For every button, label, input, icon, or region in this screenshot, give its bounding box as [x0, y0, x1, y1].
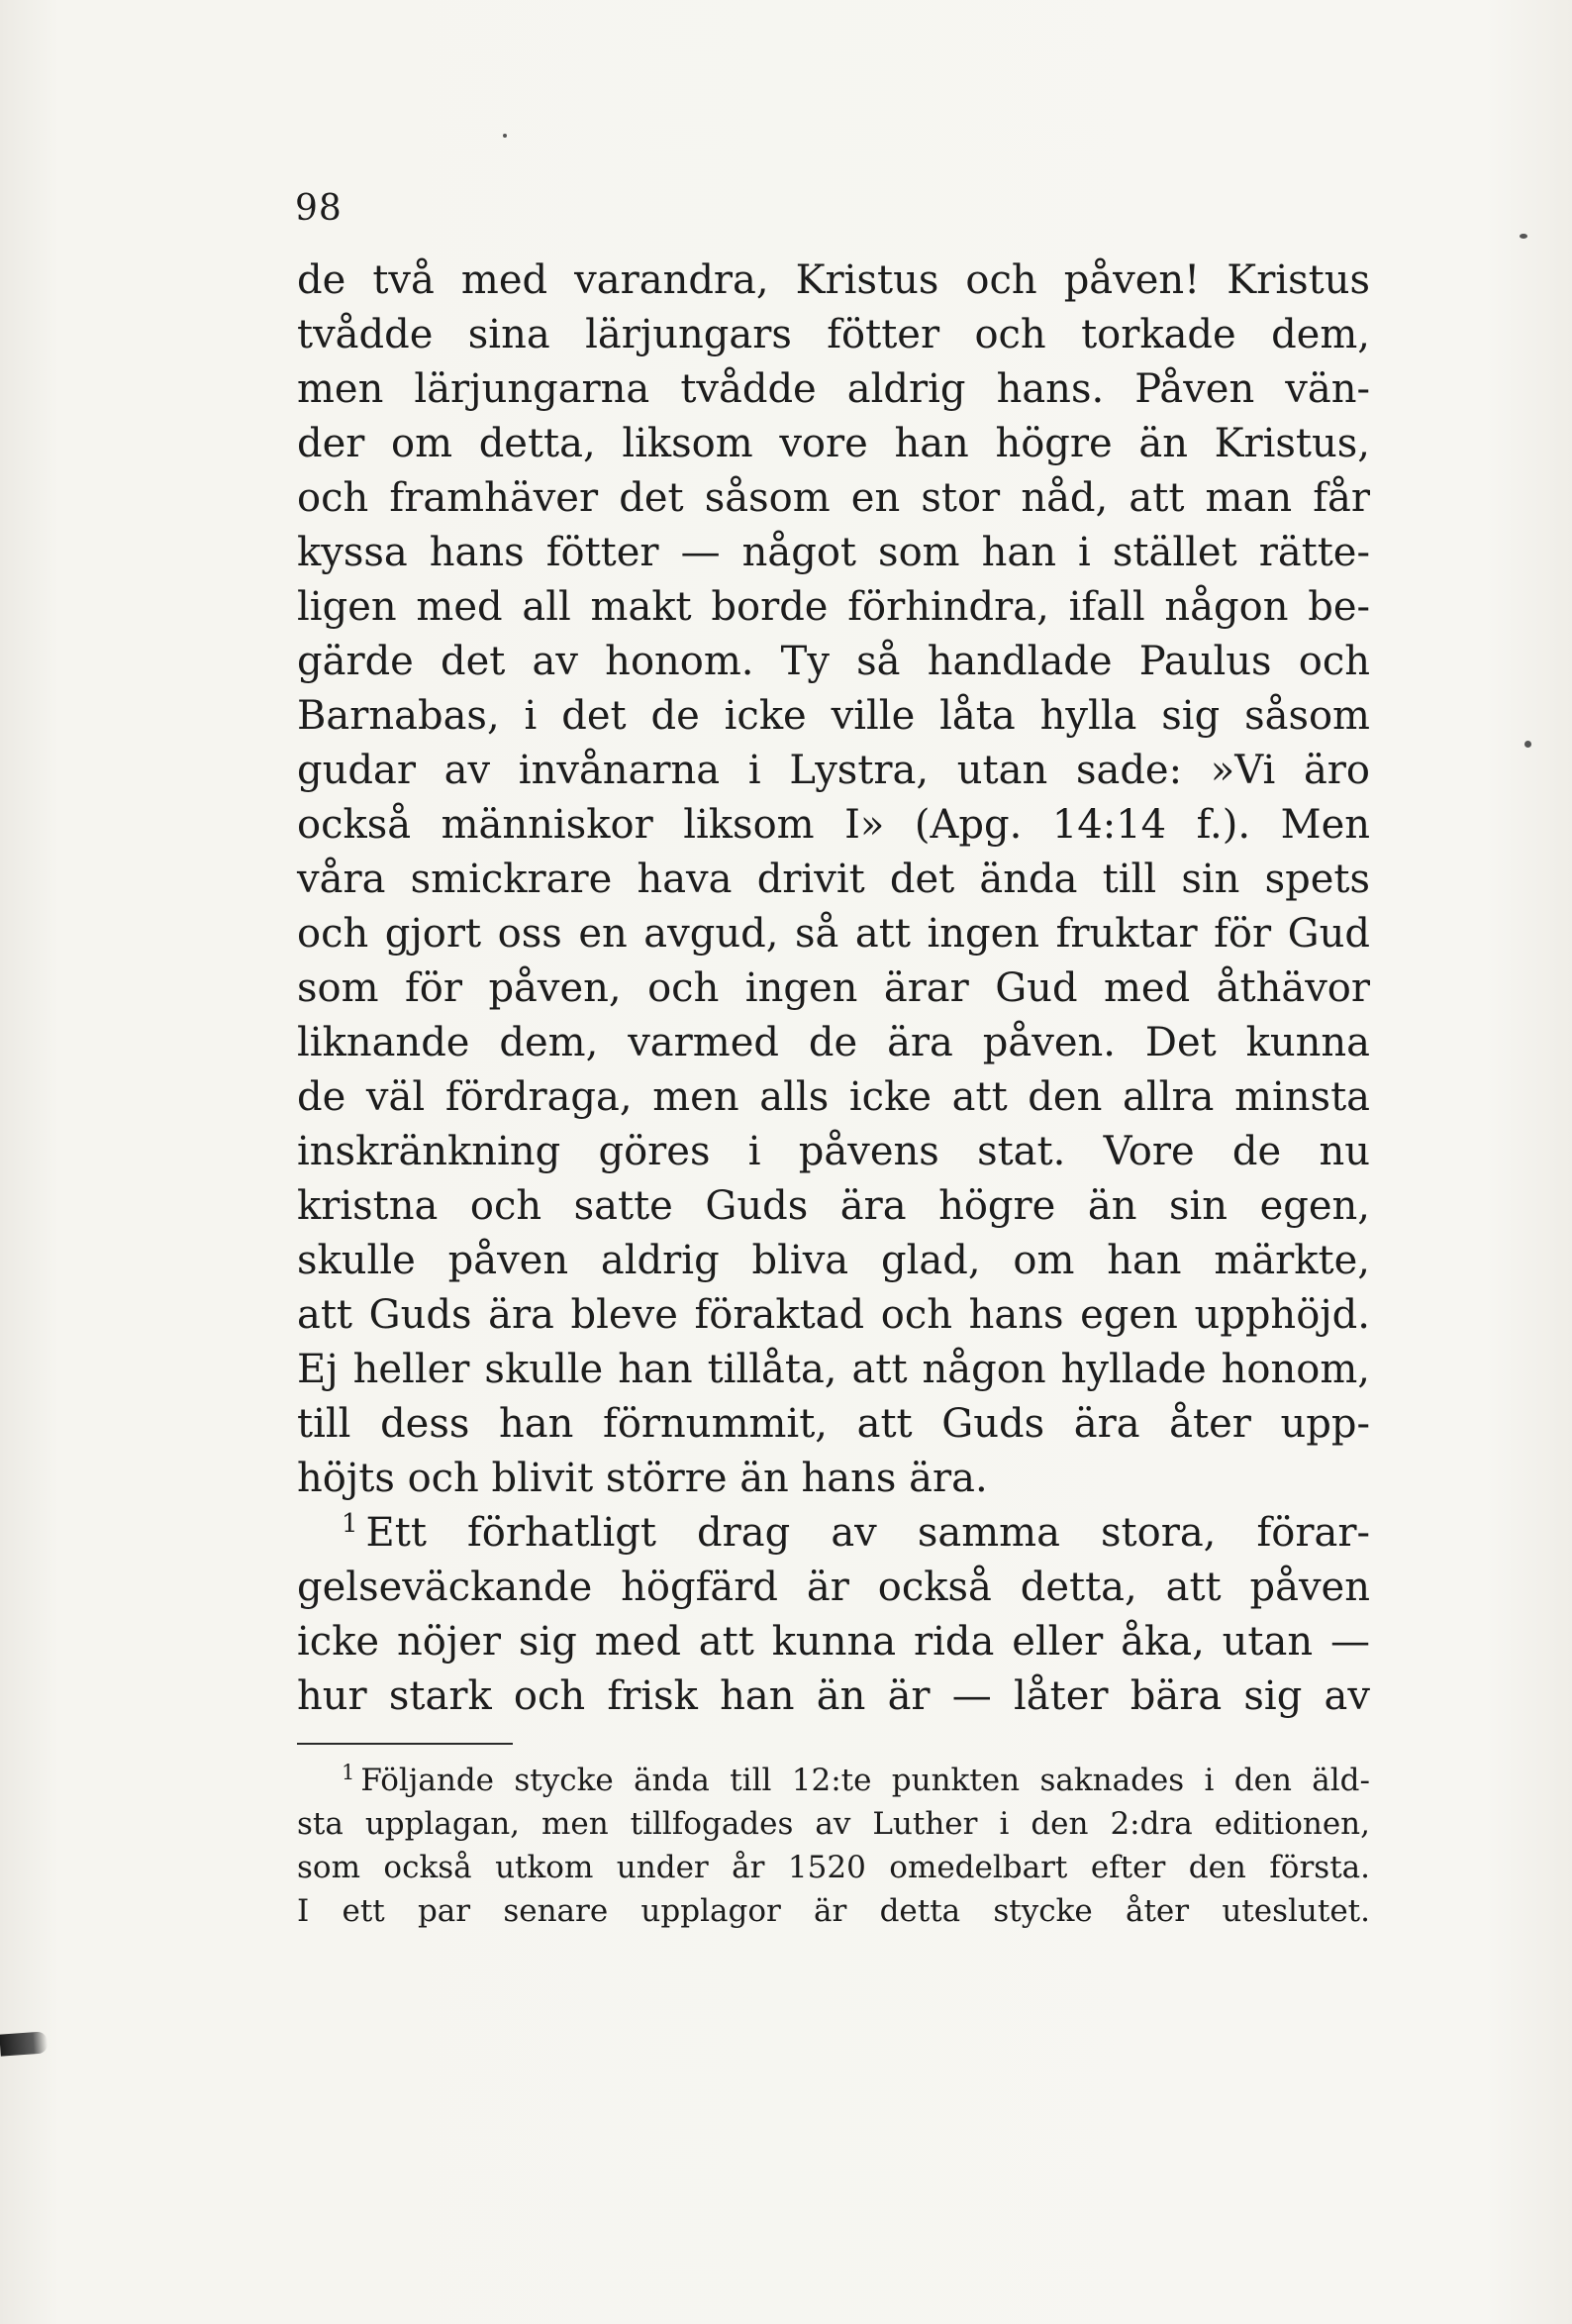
footnote-line: som också utkom under år 1520 omedelbart efter den första.: [297, 1850, 1370, 1885]
body-text: [297, 253, 1370, 1724]
text-line: som för påven, och ingen ärar Gud med åthävor: [297, 965, 1370, 1011]
footnote-line: I ett par senare upplagor är detta stycke åter uteslutet.: [297, 1893, 1370, 1929]
text-line: gudar av invånarna i Lystra, utan sade: »Vi äro: [297, 748, 1370, 793]
text-line: gelseväckande högfärd är också detta, att påven: [297, 1565, 1370, 1610]
text-line: och gjort oss en avgud, så att ingen fruktar för Gud: [297, 911, 1370, 957]
footnote-reference-marker: 1: [342, 1508, 358, 1539]
footnote-first-line-text: Följande stycke ända till 12:te punkten saknades i den äld-: [360, 1763, 1370, 1798]
text-line: Ej heller skulle han tillåta, att någon hyllade honom,: [297, 1347, 1370, 1392]
text-line: kristna och satte Guds ära högre än sin egen,: [297, 1183, 1370, 1229]
text-line: tvådde sina lärjungars fötter och torkade dem,: [297, 312, 1370, 357]
paragraph-first-line: [297, 1506, 1370, 1561]
text-line: höjts och blivit större än hans ära.: [297, 1456, 988, 1501]
text-line: gärde det av honom. Ty så handlade Paulus och: [297, 639, 1370, 684]
text-line: till dess han förnummit, att Guds ära åter upp-: [297, 1401, 1370, 1447]
page-number: 98: [295, 188, 343, 229]
text-line: liknande dem, varmed de ära påven. Det kunna: [297, 1020, 1370, 1065]
footnote-first-line: [297, 1759, 1370, 1802]
ink-speck: [1520, 234, 1527, 239]
text-line: de två med varandra, Kristus och påven! Kristus: [297, 257, 1370, 303]
text-line: hur stark och frisk han än är — låter bära sig av: [297, 1673, 1370, 1719]
text-line: också människor liksom I» (Apg. 14:14 f.). Men: [297, 802, 1370, 848]
text-line: skulle påven aldrig bliva glad, om han märkte,: [297, 1238, 1370, 1283]
text-line: Barnabas, i det de icke ville låta hylla sig såsom: [297, 693, 1370, 739]
text-line: der om detta, liksom vore han högre än Kristus,: [297, 421, 1370, 466]
footnote-line: sta upplagan, men tillfogades av Luther i den 2:dra editionen,: [297, 1806, 1370, 1842]
text-line: men lärjungarna tvådde aldrig hans. Påven vän-: [297, 366, 1370, 412]
text-line: icke nöjer sig med att kunna rida eller åka, utan —: [297, 1619, 1370, 1665]
text-line: att Guds ära bleve föraktad och hans egen upphöjd.: [297, 1292, 1370, 1338]
paragraph-first-line-text: Ett förhatligt drag av samma stora, förar-: [365, 1510, 1370, 1556]
text-line: och framhäver det såsom en stor nåd, att man får: [297, 475, 1370, 521]
text-line: de väl fördraga, men alls icke att den allra minsta: [297, 1074, 1370, 1120]
ink-speck: [503, 134, 507, 138]
footnote: [297, 1759, 1370, 1933]
page-edge-mark: [0, 2031, 49, 2056]
ink-speck: [1524, 741, 1531, 748]
text-line: ligen med all makt borde förhindra, ifall någon be-: [297, 584, 1370, 630]
text-line: kyssa hans fötter — något som han i stället rätte-: [297, 530, 1370, 575]
text-line: inskränkning göres i påvens stat. Vore de nu: [297, 1129, 1370, 1174]
text-line: våra smickrare hava drivit det ända till sin spets: [297, 857, 1370, 902]
footnote-marker: 1: [342, 1760, 355, 1784]
footnote-divider: [297, 1743, 513, 1745]
